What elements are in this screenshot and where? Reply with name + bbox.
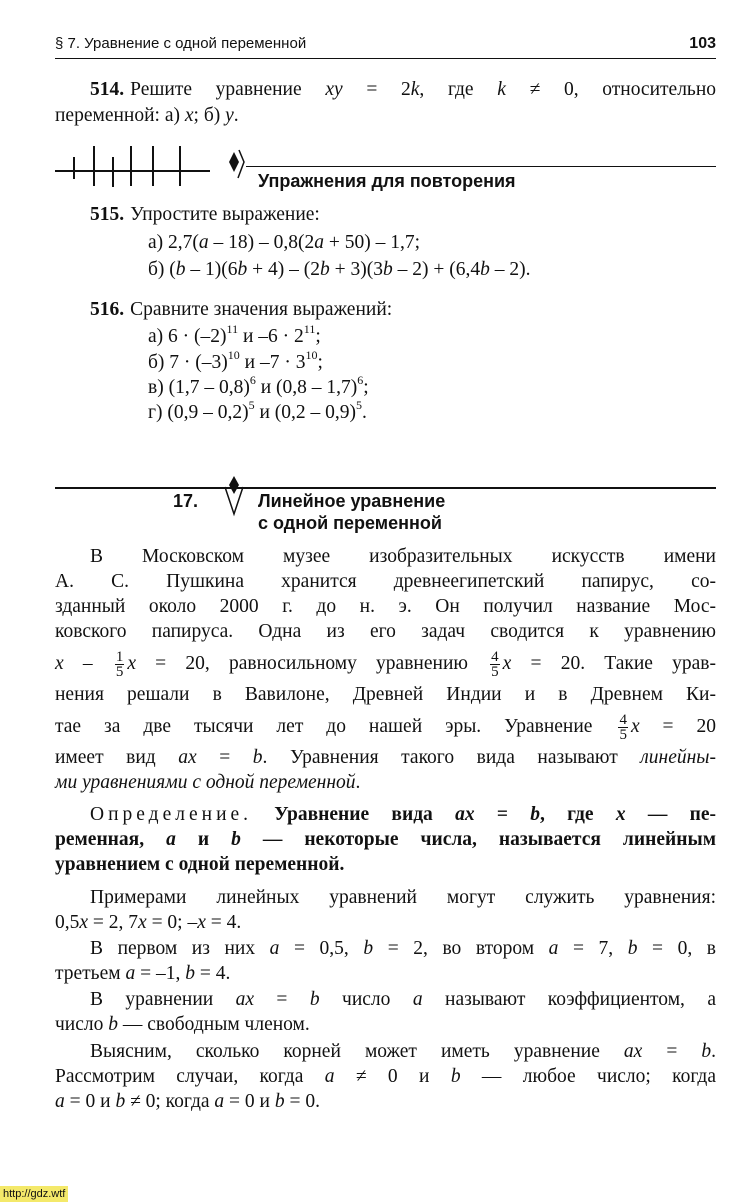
italic-text: x [502,653,512,674]
italic-text: b [185,963,195,984]
paragraph-line [55,620,716,644]
watermark-link[interactable]: http://gdz.wtf [0,1186,68,1202]
text: = –1, [135,963,186,984]
text: зданный около 2000 г. до н. э. Он получил название Мос- [55,596,716,617]
exercise-item [148,348,716,375]
text: — любое число; когда [460,1066,717,1087]
bold-italic-text: b [530,804,540,825]
italic-text: b [320,259,330,280]
text: = 4. [194,963,231,984]
text: – 2). [489,259,531,280]
text: . Уравнения такого вида называют [262,747,641,768]
definition-line [90,803,716,827]
text: – 18) – 0,8(2 [208,232,315,253]
italic-text: x [79,912,89,933]
exercise-title: Сравните значения выражений: [130,299,393,320]
text: называют коэффициентом, а [422,989,716,1010]
text: — свободным членом. [118,1014,310,1035]
exercise-number: 514. [90,79,125,100]
text: = 20, равносильному уравнению [135,653,488,674]
paragraph-line [55,746,716,770]
exercise-text [130,79,716,100]
text: = 20. Такие урав- [511,653,716,674]
text: и (0,2 – 0,9) [254,402,357,423]
exponent: 11 [303,322,316,336]
italic-text: a [412,989,423,1010]
text: Примерами линейных уравнений могут служить уравнения: [90,887,716,908]
italic-text: y [225,105,234,126]
text: а) 2,7( [148,232,199,253]
bold-text: = [474,804,531,825]
review-heading: Упражнения для повторения [258,171,516,191]
exponent: 10 [305,348,318,362]
text: – 1)(6 [185,259,238,280]
text: число [319,989,413,1010]
bold-text: и [175,829,232,850]
denominator: 5 [619,727,627,744]
text: В уравнении [90,989,236,1010]
italic-text: b [252,747,263,768]
italic-text: b [309,989,320,1010]
exponent: 5 [356,398,363,412]
paragraph-line [90,545,716,569]
text: = [254,989,310,1010]
text: = 0,5, [279,938,364,959]
text: = 0, в [637,938,716,959]
fraction [115,650,125,679]
text: . [711,1041,717,1062]
text: = [642,1041,702,1062]
exercise-515-title [90,203,716,227]
text: = 0; – [146,912,198,933]
bold-text: , где [539,804,616,825]
text: и –6 · 2 [238,326,304,347]
italic-text: x [184,105,194,126]
italic-text: b [274,1091,285,1112]
numerator: 4 [619,712,627,729]
italic-text: ax [235,989,255,1010]
text: и (0,8 – 1,7) [255,377,358,398]
text: число [55,1014,109,1035]
exercise-514-line [90,78,716,102]
running-header: § 7. Уравнение с одной переменной [55,35,307,52]
italic-text: b [108,1014,119,1035]
italic-text: a [198,232,209,253]
text: = 2, во втором [373,938,549,959]
exercise-514-line [55,104,716,128]
italic-text: x [630,716,640,737]
text: . [355,772,361,793]
bold-italic-text: ax [455,804,475,825]
italic-text: b [363,938,374,959]
spaced-term: Определение. [90,804,253,825]
text: = 0 и [64,1091,116,1112]
text: ≠ 0; когда [125,1091,215,1112]
text: б) 7 · (–3) [148,352,228,373]
text: г) (0,9 – 0,2) [148,402,249,423]
italic-text: b [627,938,638,959]
italic-text: b [383,259,393,280]
exercise-title: Упростите выражение: [130,204,320,225]
italic-text: ax [178,747,197,768]
denominator: 5 [115,664,124,681]
text: , где [419,79,498,100]
exercise-number: 516. [90,299,125,320]
paragraph-line [90,886,716,910]
exercise-item [148,373,716,400]
text: + 3)(3 [329,259,384,280]
italic-text: a [214,1091,225,1112]
paragraph-line [90,1040,716,1064]
text: Выясним, сколько корней может иметь уравнение [90,1041,624,1062]
page-number: 103 [689,35,716,52]
text: = 2 [342,79,411,100]
bold-text: — некоторые числа, называется линейным [240,829,716,850]
text: 0,5 [55,912,80,933]
text: А. С. Пушкина хранится древнеегипетский папирус, со- [55,571,716,592]
text: нения решали в Вавилоне, Древней Индии и в Древнем Ки- [55,684,716,705]
fraction [490,650,500,679]
text: = 2, 7 [88,912,139,933]
italic-text: a [269,938,280,959]
numerator: 4 [491,649,499,666]
text: ≠ 0, относительно [505,79,717,100]
text: имеет вид [55,747,179,768]
text: = [196,747,253,768]
italic-text: линейны- [640,747,716,768]
paragraph-line [55,570,716,594]
text: ; б) [193,105,226,126]
text: В первом из них [90,938,270,959]
text: = 0 и [224,1091,275,1112]
denominator: 5 [491,664,499,681]
bold-italic-text: b [231,829,241,850]
italic-text: a [314,232,325,253]
italic-text: b [480,259,490,280]
exercise-item [148,231,716,255]
exponent: 6 [249,373,256,387]
definition-line [55,853,716,877]
text: ; [317,352,323,373]
section-title: Линейное уравнение [258,491,446,511]
exponent: 10 [227,348,240,362]
text: = 0. [284,1091,320,1112]
text: + 50) – 1,7; [324,232,421,253]
text: . [362,402,367,423]
paragraph-line [55,771,716,795]
text: а) 6 · (–2) [148,326,227,347]
bold-italic-text: x [615,804,626,825]
italic-text: b [701,1041,712,1062]
text: . [233,105,239,126]
exponent: 6 [357,373,364,387]
text: в) (1,7 – 0,8) [148,377,250,398]
italic-text: b [237,259,248,280]
exponent: 11 [226,322,239,336]
italic-text: k [410,79,420,100]
exercise-item [148,398,716,425]
paragraph-line [55,1013,716,1037]
text: б) ( [148,259,176,280]
italic-text: b [115,1091,126,1112]
text: ; [315,326,321,347]
bold-text: — пе- [625,804,716,825]
italic-text: b [175,259,186,280]
paragraph-line [55,648,716,679]
bold-text: Уравнение вида [252,804,456,825]
italic-text: ax [623,1041,643,1062]
text: – 2) + (6,4 [392,259,481,280]
italic-text: b [450,1066,461,1087]
section-number: 17. [173,491,199,511]
italic-text: x [138,912,147,933]
text: ≠ 0 и [334,1066,451,1087]
exercise-number: 515. [90,204,125,225]
italic-text: x [197,912,206,933]
paragraph-line [55,711,716,742]
text: ковского папируса. Одна из его задач сводится к уравнению [55,621,716,642]
paragraph-line [55,911,716,935]
text: = 7, [558,938,628,959]
text: Рассмотрим случаи, когда [55,1066,325,1087]
diamond-icon [222,474,248,518]
exercise-item [148,322,716,349]
section-title: с одной переменной [258,513,442,533]
numerator: 1 [115,649,124,666]
bold-italic-text: a [166,829,176,850]
header-rule [55,58,716,59]
diamond-icon [224,148,254,193]
italic-text: x [55,653,64,674]
italic-text: a [125,963,136,984]
italic-text: xy [325,79,343,100]
fraction [618,713,628,742]
italic-text: ми уравнениями с одной переменной [55,772,356,793]
text: = 20 [639,716,717,737]
text: третьем [55,963,126,984]
text: переменной: а) [55,105,185,126]
text: + 4) – (2 [247,259,321,280]
text: – [63,653,112,674]
paragraph-line [55,1090,716,1114]
bold-text: уравнением с одной переменной. [55,854,345,875]
definition-line [55,828,716,852]
exercise-item [148,258,716,282]
text: Решите уравнение [130,79,326,100]
paragraph-line [55,1065,716,1089]
paragraph-line [55,683,716,707]
italic-text: k [497,79,506,100]
exercise-516-title [90,298,716,322]
paragraph-line [55,962,716,986]
italic-text: a [55,1091,65,1112]
italic-text: a [324,1066,335,1087]
text: = 4. [205,912,242,933]
paragraph-line [90,988,716,1012]
text: В Московском музее изобразительных искусств имени [90,546,716,567]
text: ; [363,377,369,398]
paragraph-line [55,595,716,619]
bold-text: ременная, [55,829,167,850]
text: тае за две тысячи лет до нашей эры. Уравнение [55,716,616,737]
exponent: 5 [248,398,255,412]
italic-text: a [548,938,559,959]
text: и –7 · 3 [239,352,306,373]
paragraph-line [90,937,716,961]
italic-text: x [127,653,136,674]
